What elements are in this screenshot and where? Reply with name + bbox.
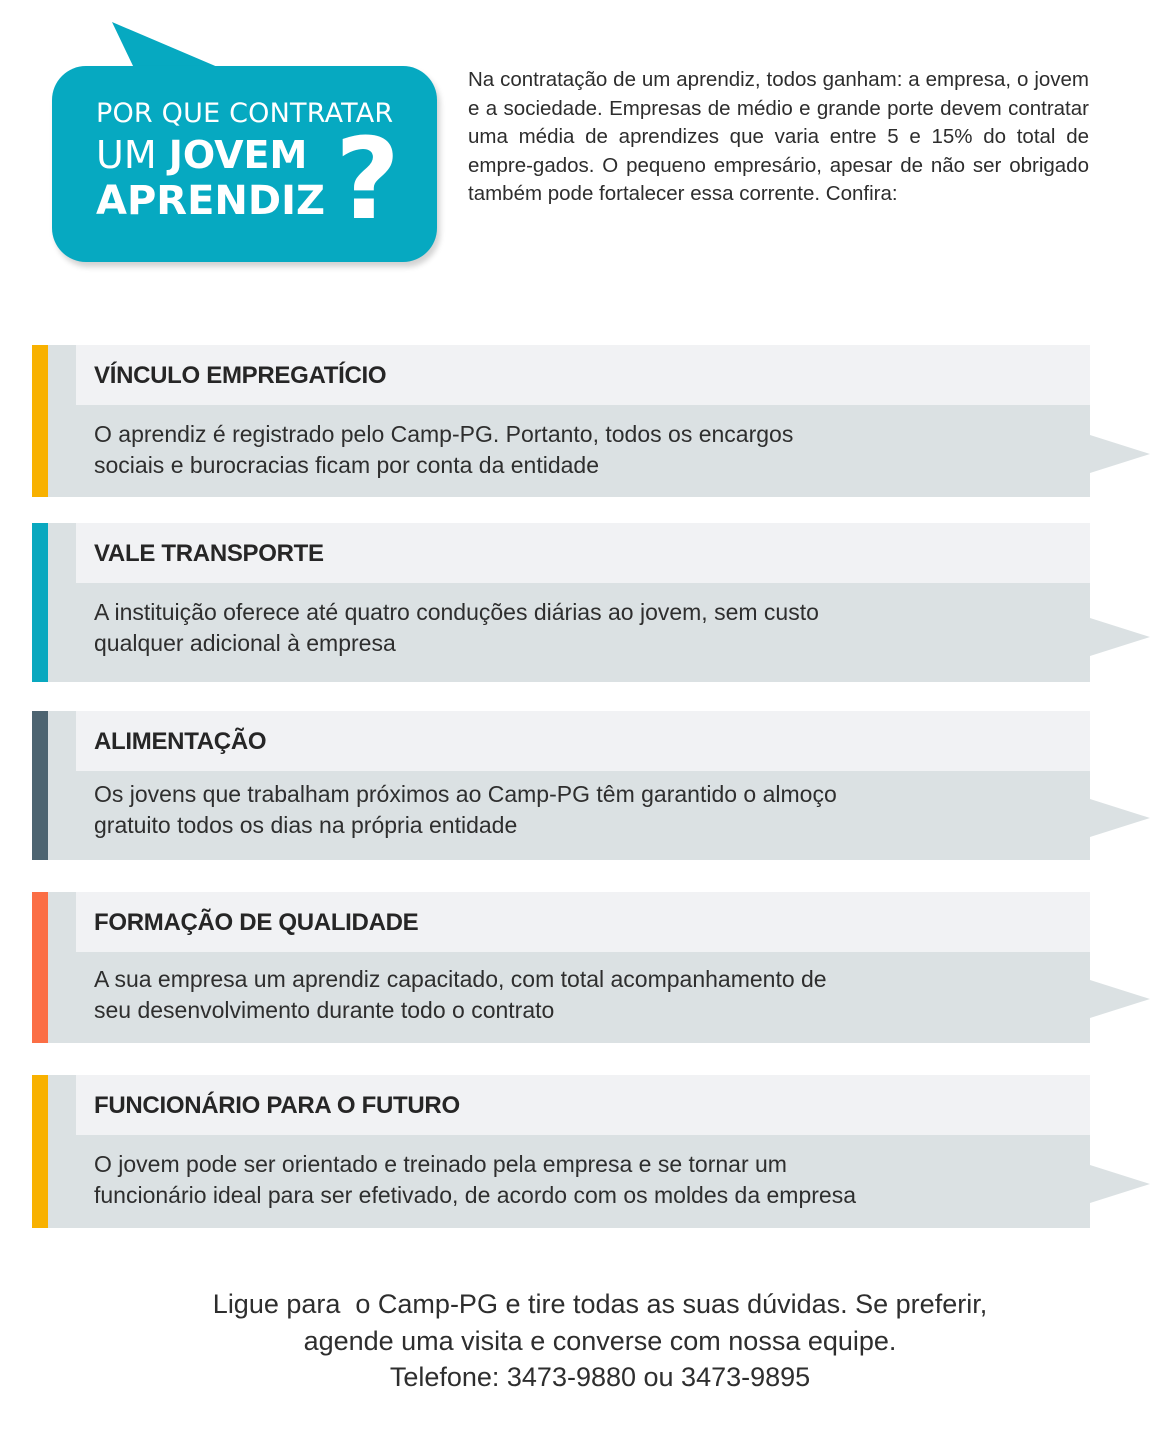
- card-accent-bar: [32, 523, 48, 682]
- contact-footer: [0, 1286, 1159, 1396]
- card-title: ALIMENTAÇÃO: [94, 728, 267, 755]
- arrow-pointer-icon: [1090, 610, 1152, 664]
- arrow-pointer-icon: [1090, 791, 1152, 845]
- card-description-line-1: O jovem pode ser orientado e treinado pela empresa e se tornar um: [94, 1151, 787, 1177]
- footer-line-1: Ligue para o Camp-PG e tire todas as suas dúvidas. Se preferir,: [212, 1289, 988, 1319]
- arrow-pointer-icon: [1090, 972, 1152, 1026]
- card-description-line-1: O aprendiz é registrado pelo Camp-PG. Portanto, todos os encargos: [94, 421, 794, 447]
- card-description-line-2: seu desenvolvimento durante todo o contrato: [94, 997, 555, 1023]
- card-description-line-2: gratuito todos os dias na própria entidade: [94, 812, 518, 838]
- benefit-card: [32, 1075, 1152, 1228]
- title-line-2-light: UM: [96, 133, 169, 177]
- title-speech-bubble: [52, 22, 442, 267]
- title-bubble-body: [52, 66, 437, 262]
- card-description-line-2: sociais e burocracias ficam por conta da entidade: [94, 452, 600, 478]
- card-description-line-1: A instituição oferece até quatro conduções diárias ao jovem, sem custo: [94, 599, 819, 625]
- card-title: VÍNCULO EMPREGATÍCIO: [94, 362, 387, 389]
- title-line-2-bold: JOVEM: [168, 133, 308, 177]
- title-line-1: POR QUE CONTRATAR: [96, 98, 394, 129]
- card-accent-bar: [32, 892, 48, 1043]
- question-mark-icon: ?: [335, 115, 400, 245]
- arrow-pointer-icon: [1090, 427, 1152, 481]
- footer-phone: Telefone: 3473-9880 ou 3473-9895: [389, 1362, 811, 1392]
- card-title: VALE TRANSPORTE: [94, 540, 324, 567]
- card-description-line-1: Os jovens que trabalham próximos ao Camp-PG têm garantido o almoço: [94, 781, 837, 807]
- card-title: FUNCIONÁRIO PARA O FUTURO: [94, 1092, 460, 1119]
- arrow-pointer-icon: [1090, 1157, 1152, 1211]
- card-accent-bar: [32, 1075, 48, 1228]
- benefit-card: [32, 892, 1152, 1043]
- card-accent-bar: [32, 711, 48, 860]
- card-title: FORMAÇÃO DE QUALIDADE: [94, 909, 419, 936]
- title-line-3: APRENDIZ: [96, 178, 325, 224]
- benefit-card: [32, 523, 1152, 682]
- card-accent-bar: [32, 345, 48, 497]
- card-description-line-2: qualquer adicional à empresa: [94, 630, 396, 656]
- benefit-card: [32, 345, 1152, 497]
- intro-paragraph: Na contratação de um aprendiz, todos ganham: a empresa, o jovem e a sociedade. Empresas de médio e grande porte devem contratar uma média de aprendizes que varia entre 5 e 15% do total de empre-gados. O pequeno empresário, apesar de não ser obrigado também pode fortalecer essa corrente. Confira:: [468, 68, 1089, 205]
- benefit-card: [32, 711, 1152, 860]
- card-description-line-2: funcionário ideal para ser efetivado, de acordo com os moldes da empresa: [94, 1182, 856, 1208]
- footer-line-2: agende uma visita e converse com nossa equipe.: [303, 1325, 897, 1356]
- card-description-line-1: A sua empresa um aprendiz capacitado, com total acompanhamento de: [94, 966, 827, 992]
